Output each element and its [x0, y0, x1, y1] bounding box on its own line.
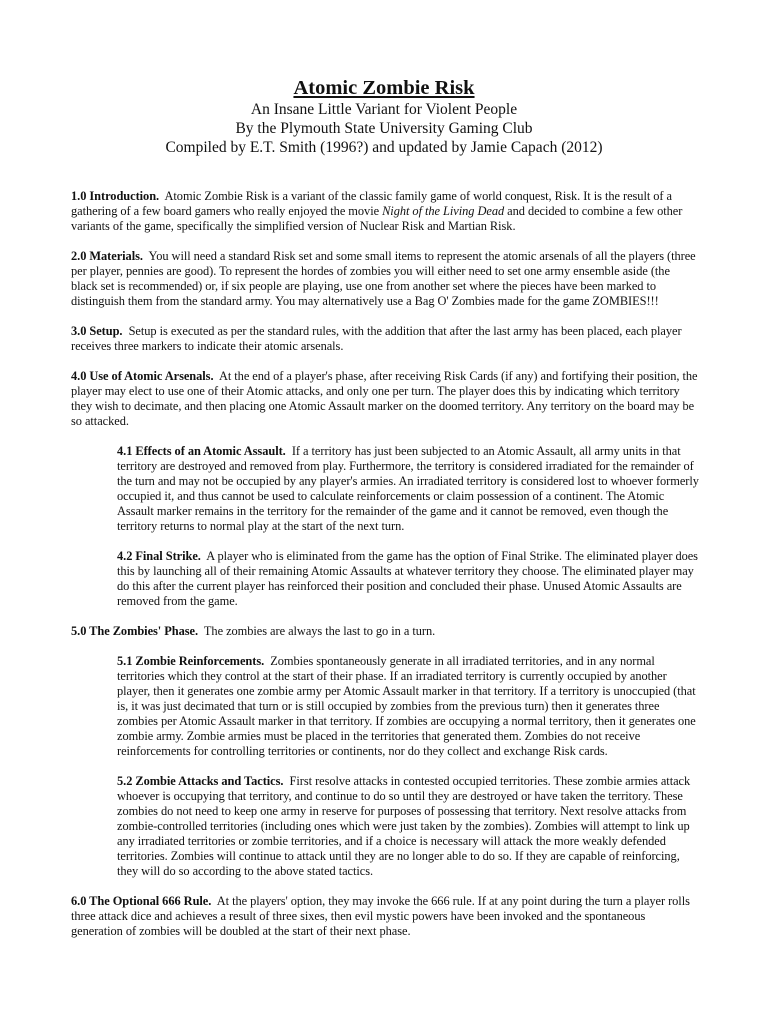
section-text: You will need a standard Risk set and some small items to represent the atomic arsenals of all the players (three per player, pennies are good). To represent the hordes of zombies you will either need to set one army ensemble aside (the black set is recommended) or, if six people are playing, use one from another set where the pieces have been marked to distinguish them from the standard army. You may alternatively use a Bag O' Zombies made for the game ZOMBIES!!! [71, 249, 696, 308]
section-materials [71, 249, 699, 309]
section-text: First resolve attacks in contested occupied territories. These zombie armies attack whoever is occupying that territory, and continue to do so until they are destroyed or have taken the territory. These zombies do not need to keep one army in reserve for purposes of possessing that territory. Next resolve attacks from zombie-controlled territories (including ones which were just taken by the zombies). Zombies will attempt to link up any irradiated territories or zombie territories, and if a choice is necessary will attack the more weakly defended territories. Zombies will continue to attack until they are no longer able to do so. If they are capable of reinforcing, they will do so according to the above stated tactics. [117, 774, 691, 878]
section-heading: 2.0 Materials. [71, 249, 143, 263]
section-introduction [71, 189, 699, 234]
section-heading: 5.1 Zombie Reinforcements. [117, 654, 265, 668]
document-title: Atomic Zombie Risk [293, 77, 475, 99]
section-text: Atomic Zombie Risk is a variant of the classic family game of world conquest, Risk. It is the result of a gathering of a few board gamers who really enjoyed the movie [71, 189, 672, 218]
document-subtitle: An Insane Little Variant for Violent People [250, 101, 518, 118]
section-zombies-phase [71, 624, 699, 639]
section-effects-of-atomic-assault [117, 444, 699, 534]
section-zombie-attacks [117, 774, 699, 879]
section-text: A player who is eliminated from the game has the option of Final Strike. The eliminated player does this by launching all of their remaining Atomic Assaults at whatever territory they choose. The eliminated player may do this after the current player has reinforced their position and concluded their phase. Unused Atomic Assaults are removed from the game. [117, 549, 698, 608]
section-heading: 5.0 The Zombies' Phase. [71, 624, 199, 638]
section-text: At the end of a player's phase, after receiving Risk Cards (if any) and fortifying their position, the player may elect to use one of their Atomic attacks, and only one per turn. The player does this by indicating which territory they wish to decimate, and then placing one Atomic Assault marker on the doomed territory. Any territory on the board may be so attacked. [71, 369, 698, 428]
document-body [71, 189, 699, 939]
section-text: If a territory has just been subjected to an Atomic Assault, all army units in that territory are destroyed and removed from play. Furthermore, the territory is considered irradiated for the remainder of the turn and may not be occupied by any player's armies. An irradiated territory is considered lost to whoever formerly occupied it, and thus cannot be used to calculate reinforcements or claim possession of a continent. The Atomic Assault marker remains in the territory for the remainder of the game and it cannot be removed, even though the territory returns to normal play at the start of the next turn. [117, 444, 699, 533]
section-heading: 4.2 Final Strike. [117, 549, 201, 563]
document-credits: Compiled by E.T. Smith (1996?) and updated by Jamie Capach (2012) [165, 139, 603, 156]
document-byline: By the Plymouth State University Gaming Club [235, 120, 533, 137]
section-final-strike [117, 549, 699, 609]
document-header [0, 76, 768, 157]
section-text: The zombies are always the last to go in a turn. [203, 624, 436, 638]
section-666-rule [71, 894, 699, 939]
section-setup [71, 324, 699, 354]
section-text: and decided to combine a few other variants of the game, specifically the simplified version of Nuclear Risk and Martian Risk. [71, 204, 683, 233]
section-heading: 5.2 Zombie Attacks and Tactics. [117, 774, 284, 788]
section-heading: 1.0 Introduction. [71, 189, 160, 203]
section-atomic-arsenals [71, 369, 699, 429]
section-heading: 4.0 Use of Atomic Arsenals. [71, 369, 214, 383]
section-zombie-reinforcements [117, 654, 699, 759]
section-heading: 6.0 The Optional 666 Rule. [71, 894, 212, 908]
section-text: At the players' option, they may invoke the 666 rule. If at any point during the turn a player rolls three attack dice and achieves a result of three sixes, then evil mystic powers have been invoked and the spontaneous generation of zombies will be doubled at the start of their next phase. [71, 894, 690, 938]
section-heading: 4.1 Effects of an Atomic Assault. [117, 444, 286, 458]
section-heading: 3.0 Setup. [71, 324, 123, 338]
section-text: Setup is executed as per the standard rules, with the addition that after the last army has been placed, each player receives three markers to indicate their atomic arsenals. [71, 324, 682, 353]
section-text: Zombies spontaneously generate in all irradiated territories, and in any normal territories which they control at the start of their phase. If an irradiated territory is currently occupied by another player, then it generates one zombie army per Atomic Assault marker in that territory. If a territory is unoccupied (that is, it was just decimated that turn or is still occupied by zombies from the previous turn) then it generates three zombies per Atomic Assault marker in that territory. If zombies are occupying a normal territory, then it generates one zombie army. Zombie armies must be placed in the territories that generated them. Zombies do not receive reinforcements for controlling territories or continents, nor do they collect and exchange Risk cards. [117, 654, 696, 758]
movie-title: Night of the Living Dead [382, 204, 505, 218]
